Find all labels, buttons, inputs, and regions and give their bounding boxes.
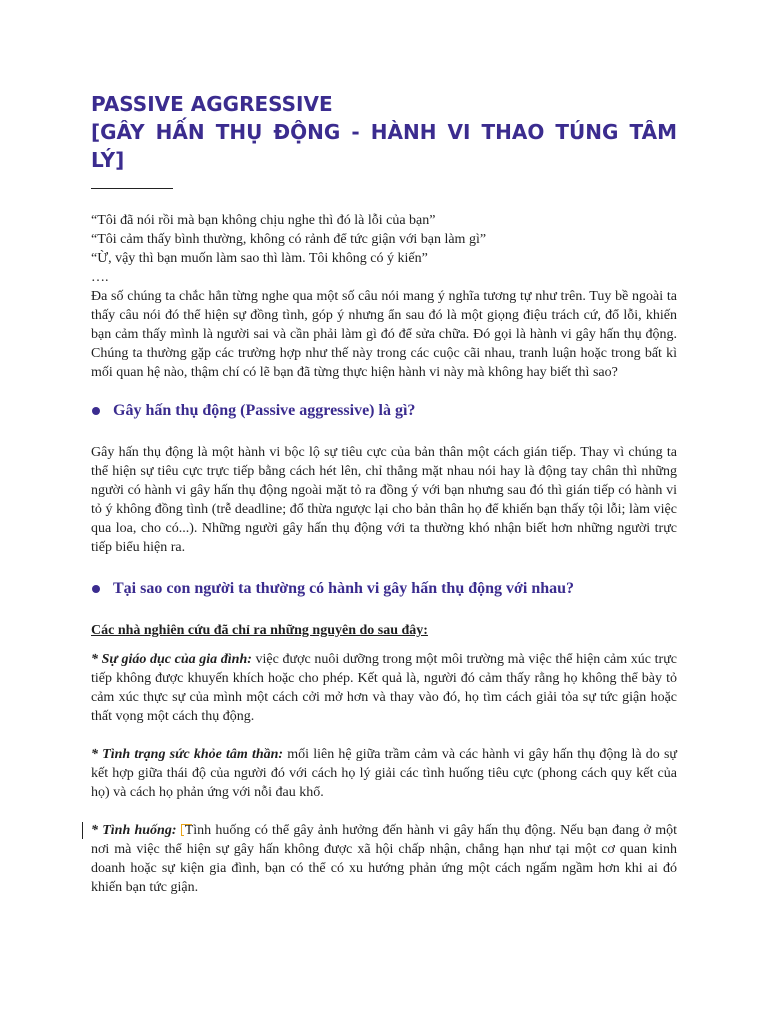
- cause-paragraph-situation: [91, 821, 677, 897]
- quote-line: “Tôi đã nói rồi mà bạn không chịu nghe thì đó là lỗi của bạn”: [91, 213, 436, 228]
- intro-paragraph: Đa số chúng ta chắc hẳn từng nghe qua một số câu nói mang ý nghĩa tương tự như trên. Tuy bề ngoài ta thấy câu nói đó thể hiện sự đồng tình, góp ý nhưng ẩn sau đó là một giọng điệu trách cứ, đổ lỗi, khiến bạn cảm thấy mình là người sai và cần phải làm gì đó để sửa chữa. Đó gọi là hành vi gây hấn thụ động. Chúng ta thường gặp các trường hợp như thế này trong các cuộc cãi nhau, tranh luận hoặc trong bất kì mối quan hệ nào, thậm chí có lẽ bạn đã từng thực hiện hành vi này mà không hay biết thì sao?: [91, 289, 677, 380]
- cause-text: mối liên hệ giữa trầm cảm và các hành vi gây hấn thụ động là do sự kết hợp giữa thái độ của người đó với cách họ lý giải các tình huống tiêu cực (phong cách quy kết của họ) và cách họ phản ứng với nỗi đau khổ.: [91, 747, 677, 800]
- cause-text: Tình huống có thể gây ảnh hưởng đến hành vi gây hấn thụ động. Nếu bạn đang ở một nơi mà việc thể hiện sự gây hấn không được xã hội chấp nhận, chẳng hạn như tại một cơ quan kinh doanh hoặc sự kiện gia đình, bạn có thể có xu hướng phản ứng một cách ngấm ngầm hơn khi ai đó khiến bạn tức giận.: [91, 823, 677, 895]
- quote-list: [91, 211, 677, 287]
- document-page: [91, 90, 677, 897]
- change-bar: [82, 822, 83, 839]
- cause-paragraph-mental-health: [91, 745, 677, 802]
- ellipsis: ….: [91, 270, 109, 285]
- quote-line: “Ừ, vậy thì bạn muốn làm sao thì làm. Tôi không có ý kiến”: [91, 251, 428, 266]
- title-line-2: [GÂY HẤN THỤ ĐỘNG - HÀNH VI THAO TÚNG TÂM LÝ]: [91, 120, 677, 172]
- cause-label: * Tình trạng sức khỏe tâm thần:: [91, 747, 284, 762]
- cause-label: * Sự giáo dục của gia đình:: [91, 652, 252, 667]
- definition-paragraph: Gây hấn thụ động là một hành vi bộc lộ sự tiêu cực của bản thân một cách gián tiếp. Thay vì chúng ta thể hiện sự tiêu cực trực tiếp bằng cách hét lên, chỉ thẳng mặt nhau nói hay là động tay chân thì những người có hành vi gây hấn thụ động ngoài mặt tỏ ra đồng ý với bạn nhưng sau đó thì gián tiếp có hành vi tỏ ý không đồng tình (trễ deadline; đổ thừa ngược lại cho bản thân họ để khiến bạn thấy tội lỗi; làm việc qua loa, cho có...). Những người gây hấn thụ động với ta thường khó nhận biết hơn những người trực tiếp biểu hiện ra.: [91, 445, 677, 555]
- quote-line: “Tôi cảm thấy bình thường, không có rảnh để tức giận với bạn làm gì”: [91, 232, 487, 247]
- bullet-icon: [91, 585, 113, 593]
- cause-label: * Tình huống:: [91, 823, 177, 838]
- bullet-icon: [91, 407, 113, 415]
- tracked-change-marker-icon: [181, 824, 184, 836]
- section-heading-why: [91, 578, 677, 600]
- title-line-1: PASSIVE AGGRESSIVE: [91, 92, 333, 116]
- section-heading-text: Gây hấn thụ động (Passive aggressive) là gì?: [113, 402, 416, 419]
- section-heading-what-is: [91, 400, 677, 422]
- section-heading-text: Tại sao con người ta thường có hành vi gây hấn thụ động với nhau?: [113, 580, 575, 597]
- cause-paragraph-family: [91, 650, 677, 726]
- causes-subheading: Các nhà nghiên cứu đã chỉ ra những nguyên do sau đây:: [91, 623, 428, 638]
- document-title: [91, 90, 677, 174]
- cause-text: việc được nuôi dưỡng trong một môi trường mà việc thể hiện cảm xúc trực tiếp không được khuyến khích hoặc cho phép. Kết quả là, người đó cảm thấy rằng họ không thể bày tỏ cảm xúc thực sự của mình một cách cởi mở hơn và thay vào đó, họ tìm cách giải tỏa sự tức giận hoặc thất vọng một cách thụ động.: [91, 652, 677, 724]
- title-divider: [91, 174, 173, 189]
